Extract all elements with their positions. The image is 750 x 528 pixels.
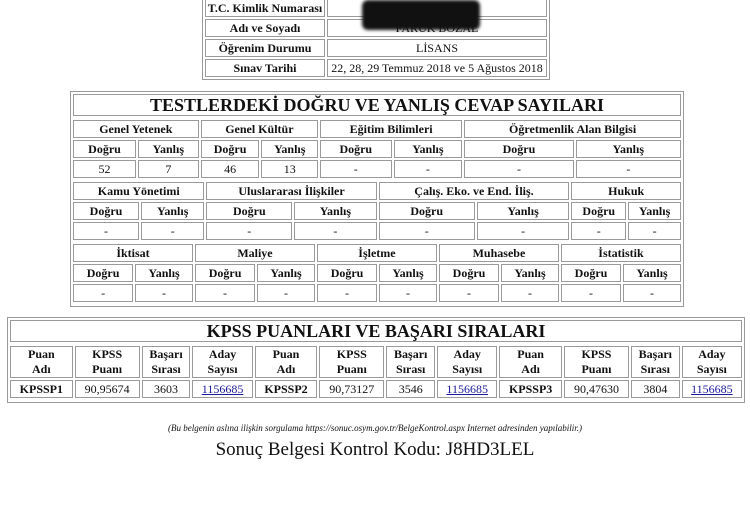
tests-title: TESTLERDEKİ DOĞRU VE YANLIŞ CEVAP SAYILARI (73, 94, 681, 116)
candidate-count (682, 380, 742, 398)
dogru-header: Doğru (439, 264, 499, 282)
test-name: Genel Yetenek (73, 120, 199, 138)
score-name: KPSSP3 (499, 380, 562, 398)
header-aday-sayisi: Aday Sayısı (682, 346, 742, 378)
test-name: İstatistik (561, 244, 681, 262)
yanlis-header: Yanlış (138, 140, 199, 158)
yanlis-value: - (576, 160, 681, 178)
tc-label: T.C. Kimlik Numarası (205, 0, 325, 17)
redaction-scribble (362, 0, 480, 30)
test-name: İktisat (73, 244, 193, 262)
yanlis-header: Yanlış (257, 264, 315, 282)
test-name: Muhasebe (439, 244, 559, 262)
yanlis-header: Yanlış (501, 264, 559, 282)
dogru-header: Doğru (73, 140, 136, 158)
dogru-value: 46 (201, 160, 260, 178)
yanlis-value: - (477, 222, 570, 240)
yanlis-value: - (141, 222, 204, 240)
yanlis-header: Yanlış (379, 264, 437, 282)
rank-value: 3603 (142, 380, 191, 398)
yanlis-header: Yanlış (623, 264, 681, 282)
dogru-header: Doğru (73, 202, 139, 220)
yanlis-header: Yanlış (394, 140, 463, 158)
dogru-value: - (561, 284, 621, 302)
candidate-count-link[interactable]: 1156685 (201, 381, 244, 396)
yanlis-value: - (394, 160, 463, 178)
dogru-value: - (73, 222, 139, 240)
yanlis-header: Yanlış (135, 264, 193, 282)
education-row (205, 39, 547, 57)
yanlis-header: Yanlış (141, 202, 204, 220)
header-kpss-puani: KPSS Puanı (75, 346, 140, 378)
yanlis-value: 7 (138, 160, 199, 178)
candidate-count-link[interactable]: 1156685 (446, 381, 488, 396)
test-name: Hukuk (571, 182, 681, 200)
yanlis-header: Yanlış (477, 202, 570, 220)
name-label: Adı ve Soyadı (205, 19, 325, 37)
header-kpss-puani: KPSS Puanı (319, 346, 384, 378)
test-name: Kamu Yönetimi (73, 182, 204, 200)
dogru-value: - (320, 160, 391, 178)
test-name: İşletme (317, 244, 437, 262)
kpss-box (7, 317, 745, 403)
test-name: Eğitim Bilimleri (320, 120, 462, 138)
dogru-header: Doğru (317, 264, 377, 282)
dogru-value: - (571, 222, 626, 240)
dogru-header: Doğru (201, 140, 260, 158)
header-basari-sirasi: Başarı Sırası (142, 346, 191, 378)
yanlis-header: Yanlış (628, 202, 681, 220)
tests-row2-table (71, 180, 683, 242)
score-value: 90,73127 (319, 380, 384, 398)
test-name: Öğretmenlik Alan Bilgisi (464, 120, 681, 138)
tests-box (70, 91, 684, 307)
yanlis-value: - (294, 222, 376, 240)
header-puan-adi: Puan Adı (255, 346, 318, 378)
test-name: Genel Kültür (201, 120, 318, 138)
dogru-value: - (379, 222, 475, 240)
dogru-header: Doğru (73, 264, 133, 282)
education-value: LİSANS (327, 39, 547, 57)
test-name: Maliye (195, 244, 315, 262)
dogru-value: - (464, 160, 573, 178)
dogru-header: Doğru (379, 202, 475, 220)
dogru-header: Doğru (206, 202, 292, 220)
yanlis-value: - (379, 284, 437, 302)
yanlis-value: - (501, 284, 559, 302)
test-name: Uluslararası İlişkiler (206, 182, 376, 200)
kpss-title: KPSS PUANLARI VE BAŞARI SIRALARI (10, 320, 742, 342)
yanlis-value: - (135, 284, 193, 302)
rank-value: 3546 (386, 380, 435, 398)
score-value: 90,95674 (75, 380, 140, 398)
yanlis-value: - (628, 222, 681, 240)
rank-value: 3804 (631, 380, 680, 398)
control-code: Sonuç Belgesi Kontrol Kodu: J8HD3LEL (215, 439, 535, 460)
dogru-value: - (73, 284, 133, 302)
tests-row3-table (71, 242, 683, 304)
kpss-table (8, 344, 744, 400)
yanlis-header: Yanlış (576, 140, 681, 158)
yanlis-value: 13 (261, 160, 318, 178)
header-basari-sirasi: Başarı Sırası (631, 346, 680, 378)
yanlis-header: Yanlış (294, 202, 376, 220)
exam-date-value: 22, 28, 29 Temmuz 2018 ve 5 Ağustos 2018 (327, 59, 547, 77)
candidate-count (192, 380, 252, 398)
header-basari-sirasi: Başarı Sırası (386, 346, 435, 378)
score-value: 90,47630 (564, 380, 629, 398)
dogru-header: Doğru (561, 264, 621, 282)
header-aday-sayisi: Aday Sayısı (437, 346, 497, 378)
score-name: KPSSP2 (255, 380, 318, 398)
dogru-value: - (317, 284, 377, 302)
candidate-count (437, 380, 497, 398)
exam-date-row (205, 59, 547, 77)
score-name: KPSSP1 (10, 380, 73, 398)
dogru-value: 52 (73, 160, 136, 178)
verification-note: (Bu belgenin aslına ilişkin sorgulama https://sonuc.osym.gov.tr/BelgeKontrol.aspx Internet adresinden yapılabilir.) (167, 423, 583, 433)
yanlis-value: - (623, 284, 681, 302)
dogru-header: Doğru (464, 140, 573, 158)
dogru-header: Doğru (571, 202, 626, 220)
header-kpss-puani: KPSS Puanı (564, 346, 629, 378)
dogru-value: - (206, 222, 292, 240)
header-aday-sayisi: Aday Sayısı (192, 346, 252, 378)
dogru-header: Doğru (320, 140, 391, 158)
yanlis-header: Yanlış (261, 140, 318, 158)
test-name: Çalış. Eko. ve End. İliş. (379, 182, 570, 200)
education-label: Öğrenim Durumu (205, 39, 325, 57)
candidate-count-link[interactable]: 1156685 (691, 381, 733, 396)
yanlis-value: - (257, 284, 315, 302)
tests-row1-table (71, 118, 683, 180)
header-puan-adi: Puan Adı (10, 346, 73, 378)
dogru-header: Doğru (195, 264, 255, 282)
dogru-value: - (439, 284, 499, 302)
dogru-value: - (195, 284, 255, 302)
header-puan-adi: Puan Adı (499, 346, 562, 378)
exam-date-label: Sınav Tarihi (205, 59, 325, 77)
